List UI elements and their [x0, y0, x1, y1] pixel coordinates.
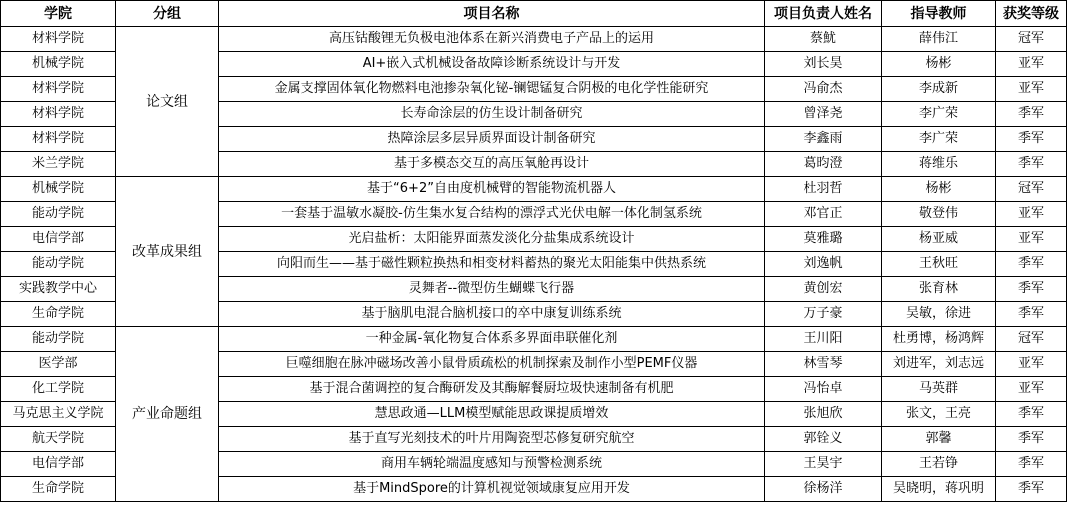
award-cell: 冠军: [996, 327, 1067, 352]
award-cell: 季军: [996, 252, 1067, 277]
award-cell: 亚军: [996, 77, 1067, 102]
advisor-cell: 杜勇博，杨鸿辉: [882, 327, 996, 352]
award-cell: 冠军: [996, 27, 1067, 52]
leader-cell: 邓官正: [765, 202, 882, 227]
advisor-cell: 蒋维乐: [882, 152, 996, 177]
college-cell: 能动学院: [1, 327, 116, 352]
group-cell: 产业命题组: [116, 327, 219, 502]
college-cell: 能动学院: [1, 202, 116, 227]
advisor-cell: 王若铮: [882, 452, 996, 477]
college-cell: 生命学院: [1, 302, 116, 327]
leader-cell: 王昊宇: [765, 452, 882, 477]
leader-cell: 葛昀澄: [765, 152, 882, 177]
project-cell: AI+嵌入式机械设备故障诊断系统设计与开发: [219, 52, 765, 77]
award-cell: 亚军: [996, 202, 1067, 227]
college-cell: 能动学院: [1, 252, 116, 277]
table-body: [1, 27, 1067, 502]
project-cell: 基于直写光刻技术的叶片用陶瓷型芯修复研究航空: [219, 427, 765, 452]
college-cell: 医学部: [1, 352, 116, 377]
advisor-cell: 敬登伟: [882, 202, 996, 227]
college-cell: 材料学院: [1, 77, 116, 102]
project-cell: 巨噬细胞在脉冲磁场改善小鼠骨质疏松的机制探索及制作小型PEMF仪器: [219, 352, 765, 377]
leader-cell: 张旭欣: [765, 402, 882, 427]
header-college: 学院: [1, 1, 116, 27]
advisor-cell: 刘进军，刘志远: [882, 352, 996, 377]
leader-cell: 刘长昊: [765, 52, 882, 77]
project-cell: 基于MindSpore的计算机视觉领域康复应用开发: [219, 477, 765, 502]
college-cell: 化工学院: [1, 377, 116, 402]
college-cell: 电信学部: [1, 452, 116, 477]
leader-cell: 林雪琴: [765, 352, 882, 377]
leader-cell: 杜羽哲: [765, 177, 882, 202]
advisor-cell: 杨亚威: [882, 227, 996, 252]
header-group: 分组: [116, 1, 219, 27]
college-cell: 材料学院: [1, 27, 116, 52]
award-cell: 季军: [996, 277, 1067, 302]
project-cell: 一套基于温敏水凝胶-仿生集水复合结构的漂浮式光伏电解一体化制氢系统: [219, 202, 765, 227]
advisor-cell: 杨彬: [882, 52, 996, 77]
award-cell: 季军: [996, 302, 1067, 327]
project-cell: 基于脑肌电混合脑机接口的卒中康复训练系统: [219, 302, 765, 327]
table-row: [1, 27, 1067, 52]
project-cell: 金属支撑固体氧化物燃料电池掺杂氧化铋-镧锶锰复合阴极的电化学性能研究: [219, 77, 765, 102]
header-award: 获奖等级: [996, 1, 1067, 27]
advisor-cell: 吴敏，徐进: [882, 302, 996, 327]
leader-cell: 蔡魷: [765, 27, 882, 52]
college-cell: 航天学院: [1, 427, 116, 452]
advisor-cell: 郭馨: [882, 427, 996, 452]
advisor-cell: 马英群: [882, 377, 996, 402]
leader-cell: 黄创宏: [765, 277, 882, 302]
project-cell: 一种金属-氧化物复合体系多界面串联催化剂: [219, 327, 765, 352]
project-cell: 长寿命涂层的仿生设计制备研究: [219, 102, 765, 127]
project-cell: 基于“6+2”自由度机械臂的智能物流机器人: [219, 177, 765, 202]
college-cell: 马克思主义学院: [1, 402, 116, 427]
advisor-cell: 薛伟江: [882, 27, 996, 52]
project-cell: 高压钴酸锂无负极电池体系在新兴消费电子产品上的运用: [219, 27, 765, 52]
leader-cell: 李鑫雨: [765, 127, 882, 152]
leader-cell: 王川阳: [765, 327, 882, 352]
leader-cell: 万子豪: [765, 302, 882, 327]
award-cell: 季军: [996, 452, 1067, 477]
advisor-cell: 李成新: [882, 77, 996, 102]
award-cell: 季军: [996, 127, 1067, 152]
advisor-cell: 张育林: [882, 277, 996, 302]
college-cell: 材料学院: [1, 127, 116, 152]
leader-cell: 莫雅璐: [765, 227, 882, 252]
leader-cell: 郭铨义: [765, 427, 882, 452]
project-cell: 向阳而生——基于磁性颗粒换热和相变材料蓄热的聚光太阳能集中供热系统: [219, 252, 765, 277]
leader-cell: 冯俞杰: [765, 77, 882, 102]
award-cell: 亚军: [996, 377, 1067, 402]
project-cell: 热障涂层多层异质界面设计制备研究: [219, 127, 765, 152]
award-cell: 亚军: [996, 352, 1067, 377]
advisor-cell: 吴晓明，蒋巩明: [882, 477, 996, 502]
group-cell: 改革成果组: [116, 177, 219, 327]
college-cell: 机械学院: [1, 177, 116, 202]
award-cell: 季军: [996, 477, 1067, 502]
advisor-cell: 李广荣: [882, 127, 996, 152]
award-cell: 季军: [996, 102, 1067, 127]
college-cell: 米兰学院: [1, 152, 116, 177]
leader-cell: 徐杨洋: [765, 477, 882, 502]
award-cell: 季军: [996, 152, 1067, 177]
project-cell: 光启盐析：太阳能界面蒸发淡化分盐集成系统设计: [219, 227, 765, 252]
award-cell: 季军: [996, 427, 1067, 452]
project-cell: 基于多模态交互的高压氧舱再设计: [219, 152, 765, 177]
header-advisor: 指导教师: [882, 1, 996, 27]
project-cell: 基于混合菌调控的复合酶研发及其酶解餐厨垃圾快速制备有机肥: [219, 377, 765, 402]
header-row: [1, 1, 1067, 27]
award-cell: 冠军: [996, 177, 1067, 202]
college-cell: 电信学部: [1, 227, 116, 252]
college-cell: 生命学院: [1, 477, 116, 502]
award-cell: 季军: [996, 402, 1067, 427]
advisor-cell: 张文，王亮: [882, 402, 996, 427]
leader-cell: 曾泽尧: [765, 102, 882, 127]
leader-cell: 冯怡卓: [765, 377, 882, 402]
advisor-cell: 李广荣: [882, 102, 996, 127]
college-cell: 机械学院: [1, 52, 116, 77]
college-cell: 实践教学中心: [1, 277, 116, 302]
header-leader: 项目负责人姓名: [765, 1, 882, 27]
advisor-cell: 王秋旺: [882, 252, 996, 277]
header-project: 项目名称: [219, 1, 765, 27]
advisor-cell: 杨彬: [882, 177, 996, 202]
leader-cell: 刘逸帆: [765, 252, 882, 277]
award-cell: 亚军: [996, 52, 1067, 77]
project-cell: 慧思政通—LLM模型赋能思政课提质增效: [219, 402, 765, 427]
project-cell: 商用车辆轮端温度感知与预警检测系统: [219, 452, 765, 477]
table-row: [1, 327, 1067, 352]
group-cell: 论文组: [116, 27, 219, 177]
project-cell: 灵舞者--微型仿生蝴蝶飞行器: [219, 277, 765, 302]
award-cell: 亚军: [996, 227, 1067, 252]
table-row: [1, 177, 1067, 202]
college-cell: 材料学院: [1, 102, 116, 127]
